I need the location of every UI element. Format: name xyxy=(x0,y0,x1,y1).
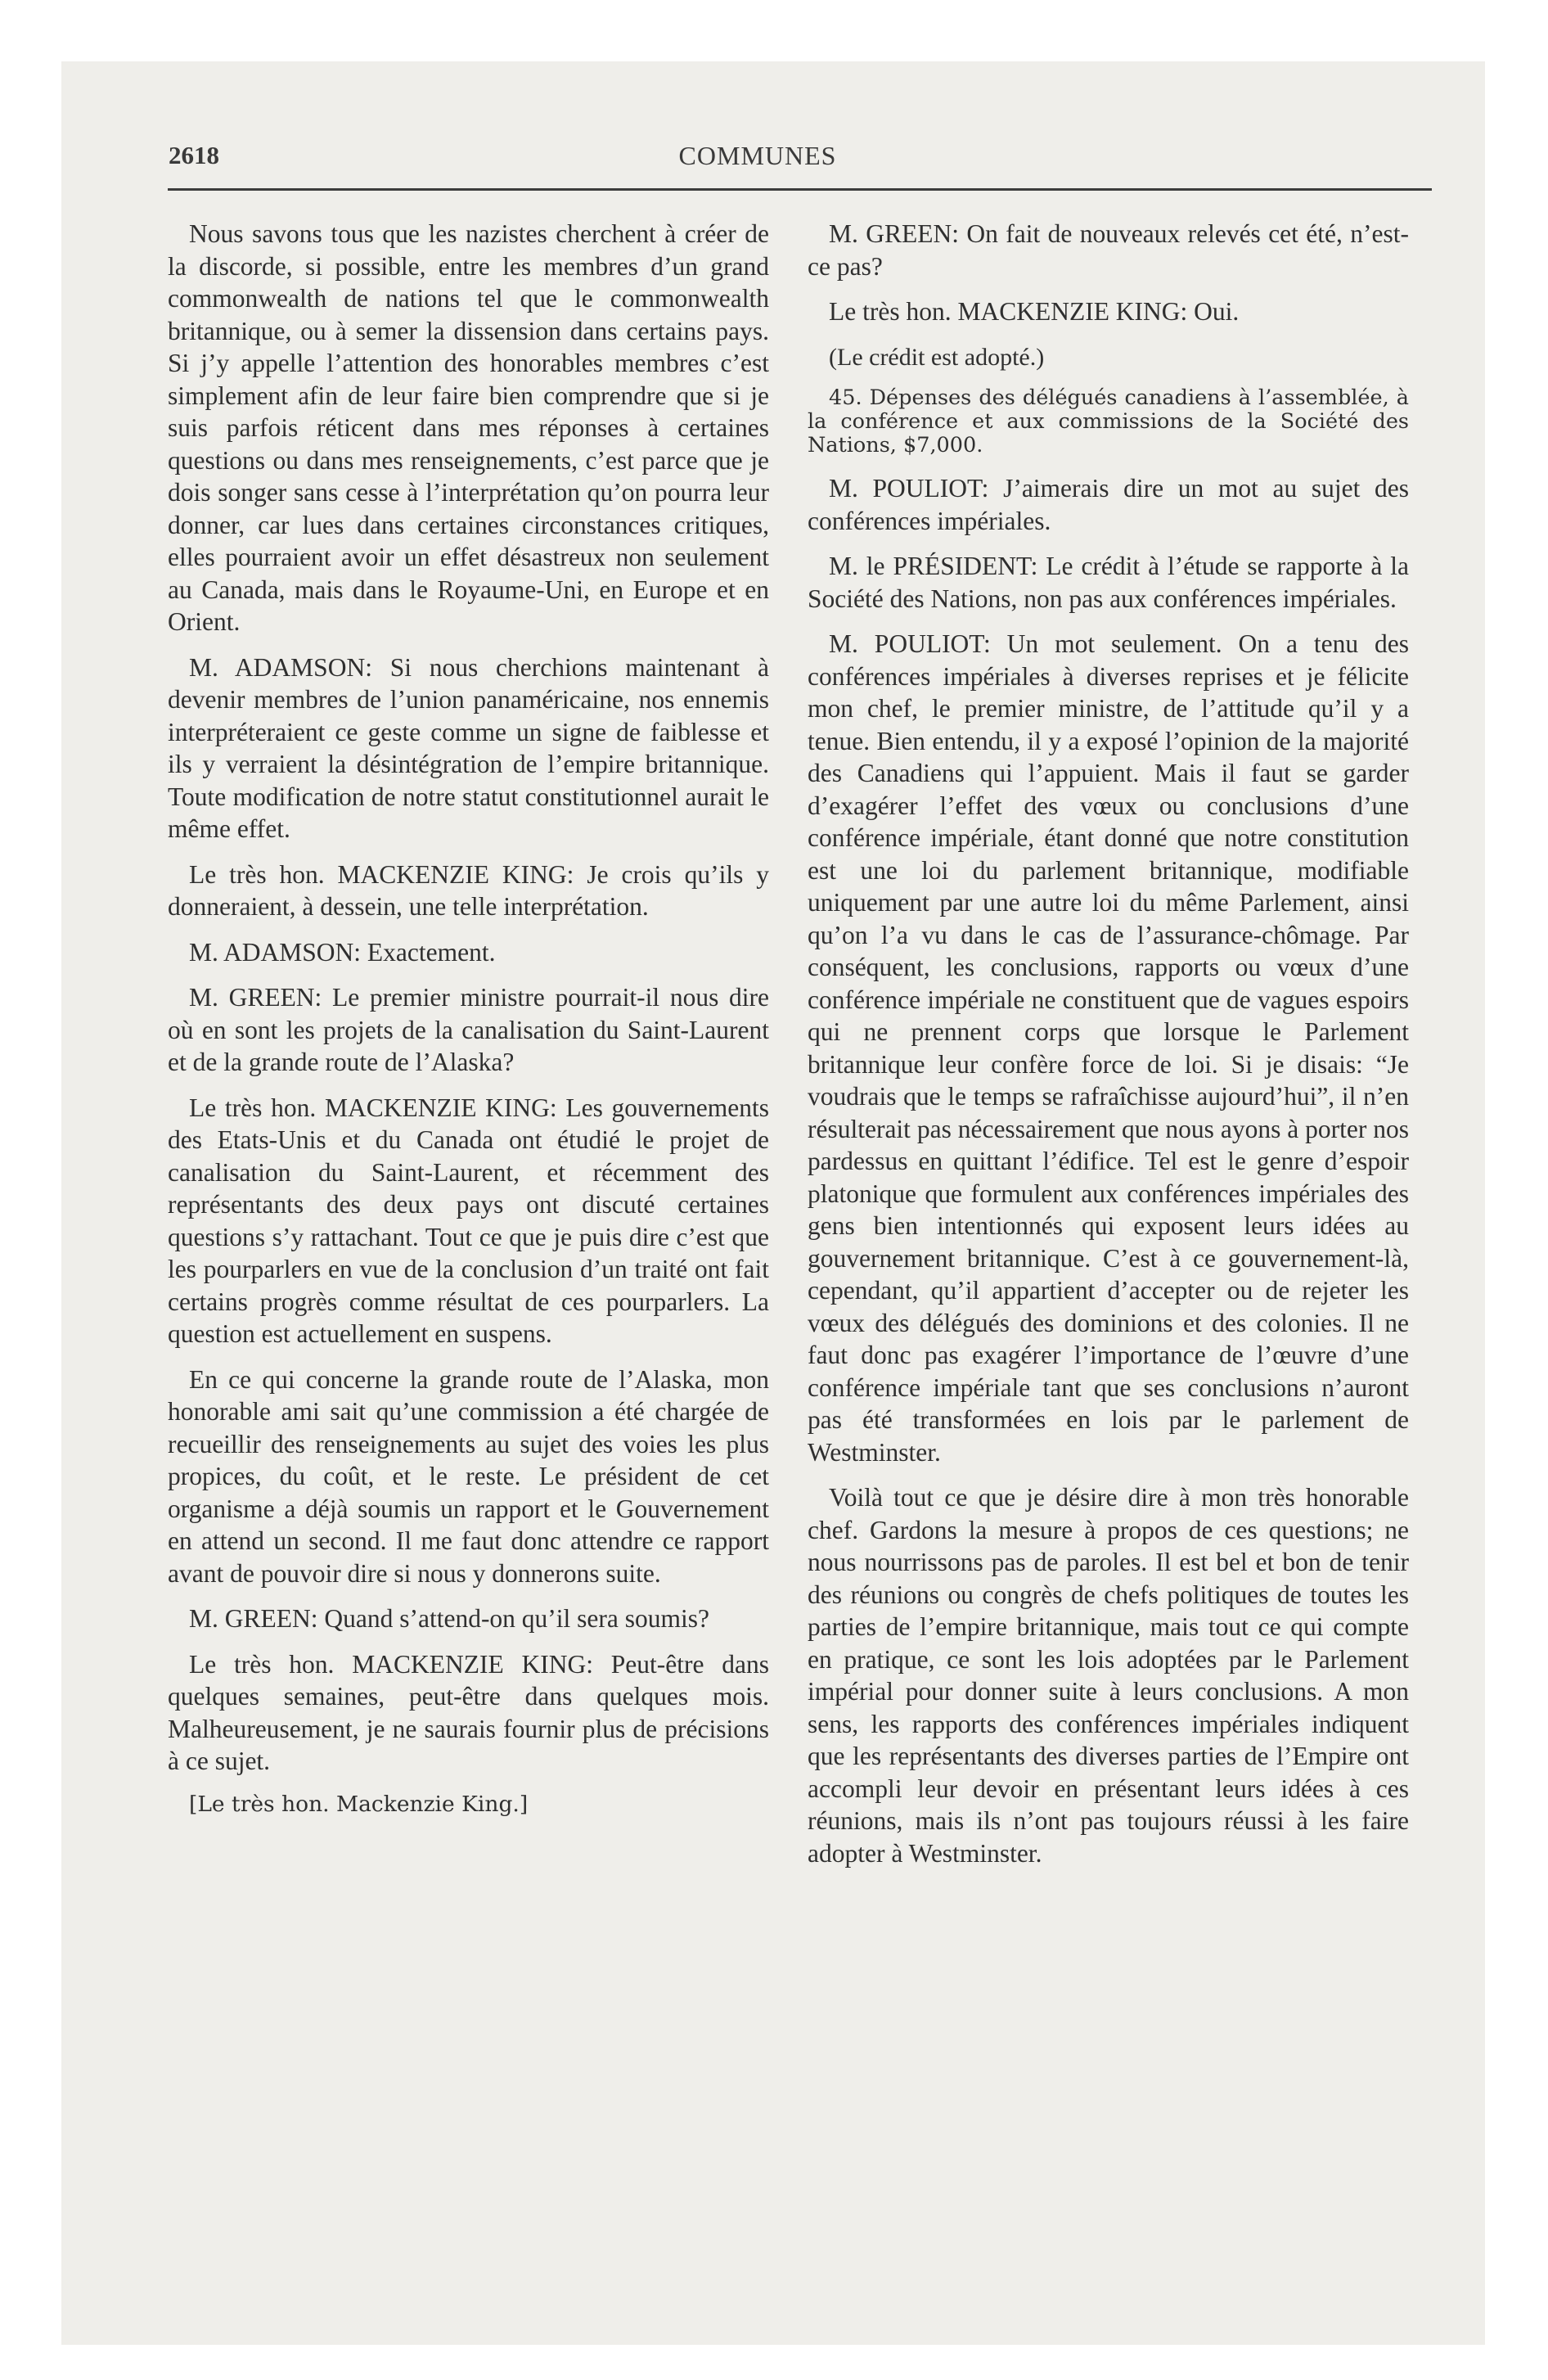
budget-item: 45. Dépenses des délégués canadiens à l’assemblée, à la conférence et aux commissions de la Société des Nations, $7,000. xyxy=(808,385,1409,458)
paragraph: Le très hon. MACKENZIE KING: Les gouvernements des Etats-Unis et du Canada ont étudié le projet de canalisation du Saint-Laurent, et récemment des représentants des deux pays ont discuté certaines questions s’y rattachant. Tout ce que je puis dire c’est que les pourparlers en vue de la conclusion d’un traité ont fait certains progrès comme résultat de ces pourparlers. La question est actuellement en suspens. xyxy=(168,1093,769,1348)
paragraph: M. le PRÉSIDENT: Le crédit à l’étude se rapporte à la Société des Nations, non pas aux conférences impériales. xyxy=(808,552,1409,613)
paragraph: Voilà tout ce que je désire dire à mon très honorable chef. Gardons la mesure à propos de ces questions; ne nous nourrissons pas de paroles. Il est bel et bon de tenir des réunions ou congrès de chefs politiques de toutes les parties de l’empire britannique, mais tout ce qui compte en pratique, ce sont les lois adoptées par le Parlement impérial pour donner suite à leurs conclusions. A mon sens, les rapports des conférences impériales indiquent que les représentants des diverses parties de l’Empire ont accompli leur devoir en présentant leurs idées à ces réunions, mais ils n’ont pas toujours réussi à les faire adopter à Westminster. xyxy=(808,1483,1409,1868)
header-rule xyxy=(168,188,1432,191)
speaker-note: [Le très hon. Mackenzie King.] xyxy=(189,1791,529,1817)
paragraph: M. ADAMSON: Exactement. xyxy=(189,937,496,967)
paragraph: Nous savons tous que les nazistes cherchent à créer de la discorde, si possible, entre les membres d’un grand commonwealth de nations tel que le commonwealth britannique, ou à semer la dissension dans certains pays. Si j’y appelle l’attention des honorables membres c’est simplement afin de leur faire bien comprendre que si je suis parfois réticent dans mes réponses à certaines questions ou dans mes renseignements, c’est parce que je dois songer sans cesse à l’interprétation qu’on pourra leur donner, car lues dans certaines circonstances critiques, elles pourraient avoir un effet désastreux non seulement au Canada, mais dans le Royaume-Uni, en Europe et en Orient. xyxy=(168,219,769,636)
paragraph: M. GREEN: On fait de nouveaux relevés cet été, n’est-ce pas? xyxy=(808,219,1409,281)
left-column xyxy=(168,218,769,1832)
paragraph: Le très hon. MACKENZIE KING: Je crois qu’ils y donneraient, à dessein, une telle interprétation. xyxy=(168,859,769,921)
paragraph: En ce qui concerne la grande route de l’Alaska, mon honorable ami sait qu’une commission a été chargée de recueillir des renseignements au sujet des voies les plus propices, du coût, et le reste. Le président de cet organisme a déjà soumis un rapport et le Gouvernement en attend un second. Il me faut donc attendre ce rapport avant de pouvoir dire si nous y donnerons suite. xyxy=(168,1364,769,1588)
page-header xyxy=(103,141,1412,182)
paragraph: M. GREEN: Le premier ministre pourrait-il nous dire où en sont les projets de la canalisation du Saint-Laurent et de la grande route de l’Alaska? xyxy=(168,983,769,1076)
running-title: COMMUNES xyxy=(678,141,837,170)
right-column xyxy=(808,218,1409,1882)
paragraph: Le très hon. MACKENZIE KING: Oui. xyxy=(829,297,1240,326)
paragraph: M. GREEN: Quand s’attend-on qu’il sera soumis? xyxy=(189,1604,710,1633)
paragraph: Le très hon. MACKENZIE KING: Peut-être dans quelques semaines, peut-être dans quelques mois. Malheureusement, je ne saurais fournir plus de précisions à ce sujet. xyxy=(168,1649,769,1775)
paragraph: M. POULIOT: J’aimerais dire un mot au sujet des conférences impériales. xyxy=(808,474,1409,535)
paragraph: M. ADAMSON: Si nous cherchions maintenant à devenir membres de l’union panaméricaine, nos ennemis interpréteraient ce geste comme un signe de faiblesse et ils y verraient la désintégration de l’empire britannique. Toute modification de notre statut constitutionnel aurait le même effet. xyxy=(168,652,769,843)
page-number: 2618 xyxy=(169,141,219,169)
paragraph: M. POULIOT: Un mot seulement. On a tenu des conférences impériales à diverses reprises et je félicite mon chef, le premier ministre, de l’attitude qu’il y a tenue. Bien entendu, il y a exposé l’opinion de la majorité des Canadiens qui l’appuient. Mais il faut se garder d’exagérer l’effet des vœux ou conclusions d’une conférence impériale, étant donné que notre constitution est une loi du parlement britannique, modifiable uniquement par une autre loi du même Parlement, ainsi qu’on l’a vu dans le cas de l’assurance-chômage. Par conséquent, les conclusions, rapports ou vœux d’une conférence impériale ne constituent que de vagues espoirs qui ne prennent corps que lorsque le Parlement britannique leur confère force de loi. Si je disais: “Je voudrais que le temps se rafraîchisse aujourd’hui”, il n’en résulterait pas nécessairement que nous ayons à porter nos pardessus en quittant l’édifice. Tel est le genre d’espoir platonique que formulent aux conférences impériales des gens bien intentionnés qui exposent leurs idées au gouvernement britannique. C’est à ce gouvernement-là, cependant, qu’il appartient d’accepter ou de rejeter les vœux des délégués des dominions et des colonies. Il ne faut donc pas exagérer l’importance de l’œuvre d’une conférence impériale tant que ses conclusions n’auront pas été transformées en lois par le parlement de Westminster. xyxy=(808,629,1409,1467)
adopted-note: (Le crédit est adopté.) xyxy=(829,343,1045,371)
